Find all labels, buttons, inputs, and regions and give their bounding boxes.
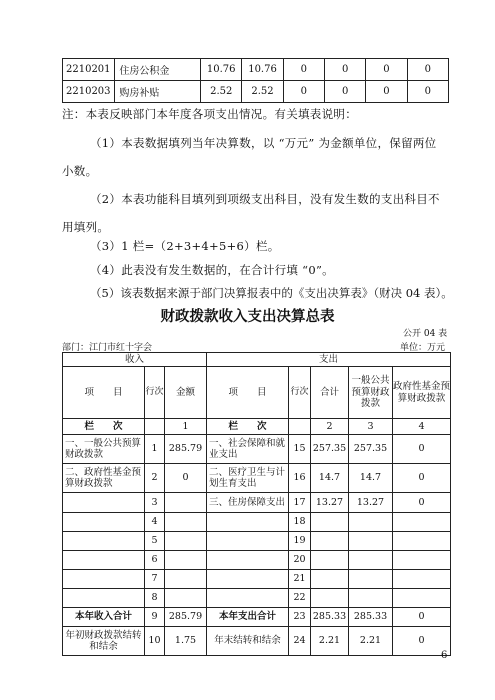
income-item: 二、政府性基金预算财政拨款 (63, 464, 145, 493)
expense-total-general-budget: 285.33 (349, 608, 393, 627)
general-budget-header: 一般公共预算财政拨款 (349, 367, 393, 419)
column-header-row (63, 367, 451, 419)
value-cell: 0 (407, 59, 448, 81)
note-1: （1）本表数据填列当年决算数，以 “万元” 为金额单位，保留两位 (90, 136, 437, 150)
begin-balance-label: 年初财政拨款结转和结余 (63, 627, 145, 656)
begin-balance-no: 10 (145, 627, 165, 656)
expense-item (207, 589, 289, 608)
value-cell: 0 (325, 59, 366, 81)
expense-gov-fund (393, 589, 451, 608)
end-balance-gov-fund: 0 (393, 627, 451, 656)
expense-total-gov-fund: 0 (393, 608, 451, 627)
total-row (63, 608, 451, 627)
expense-item-header: 项 目 (207, 367, 289, 419)
expense-gov-fund (393, 570, 451, 589)
financial-summary-table (62, 352, 451, 656)
income-total-no: 9 (145, 608, 165, 627)
table-row (63, 513, 451, 532)
note-3: （3）1 栏=（2+3+4+5+6）栏。 (90, 239, 280, 253)
table-row (63, 570, 451, 589)
note-intro: 注：本表反映部门本年度各项支出情况。有关填表说明： (62, 107, 357, 121)
income-row-no: 4 (145, 513, 165, 532)
expense-row-no: 20 (289, 551, 311, 570)
income-total-amount: 285.79 (165, 608, 207, 627)
expense-row-no: 22 (289, 589, 311, 608)
income-item (63, 532, 145, 551)
value-cell: 2.52 (242, 81, 283, 103)
expense-row-no: 19 (289, 532, 311, 551)
expense-row-no: 21 (289, 570, 311, 589)
expense-item (207, 551, 289, 570)
col-number: 4 (393, 419, 451, 435)
expense-general-budget (349, 570, 393, 589)
income-row-no: 7 (145, 570, 165, 589)
note-2: （2）本表功能科目填列到项级支出科目，没有发生数的支出科目不 (90, 192, 440, 206)
income-row-no-header: 行次 (145, 367, 165, 419)
unit-label: 单位：万元 (400, 343, 446, 353)
income-item-header: 项 目 (63, 367, 145, 419)
expense-total (311, 513, 349, 532)
page-title: 财政拨款收入支出决算总表 (160, 308, 335, 325)
note-2-cont: 用填列。 (62, 220, 110, 234)
expense-gov-fund: 0 (393, 435, 451, 464)
expense-gov-fund: 0 (393, 464, 451, 493)
income-amount (165, 589, 207, 608)
table-row (63, 493, 451, 513)
value-cell: 0 (366, 81, 407, 103)
col-number: 3 (349, 419, 393, 435)
table-row (63, 551, 451, 570)
expense-total (311, 570, 349, 589)
expense-general-budget (349, 513, 393, 532)
income-row-no: 3 (145, 493, 165, 513)
table-row (63, 81, 449, 103)
expense-total (311, 532, 349, 551)
subject-code: 2210203 (63, 81, 115, 103)
income-item (63, 513, 145, 532)
expense-item (207, 532, 289, 551)
expenditure-table-partial (62, 58, 449, 103)
expense-row-no-header: 行次 (289, 367, 311, 419)
end-balance-total: 2.21 (311, 627, 349, 656)
expense-header: 支出 (207, 353, 451, 367)
value-cell: 0 (283, 59, 324, 81)
value-cell: 10.76 (201, 59, 242, 81)
expense-general-budget: 257.35 (349, 435, 393, 464)
empty-cell (145, 419, 165, 435)
subject-name: 住房公积金 (115, 59, 201, 81)
col-number: 2 (311, 419, 349, 435)
value-cell: 2.52 (201, 81, 242, 103)
expense-general-budget: 13.27 (349, 493, 393, 513)
income-amount (165, 513, 207, 532)
expense-general-budget (349, 551, 393, 570)
expense-row-no: 15 (289, 435, 311, 464)
expense-item: 三、住房保障支出 (207, 493, 289, 513)
income-item (63, 570, 145, 589)
subject-code: 2210201 (63, 59, 115, 81)
value-cell: 0 (325, 81, 366, 103)
expense-general-budget (349, 589, 393, 608)
expense-total: 257.35 (311, 435, 349, 464)
total-header: 合计 (311, 367, 349, 419)
expense-gov-fund (393, 513, 451, 532)
expense-gov-fund (393, 532, 451, 551)
table-row (63, 589, 451, 608)
expense-gov-fund (393, 551, 451, 570)
value-cell: 0 (366, 59, 407, 81)
col-label: 栏 次 (63, 419, 145, 435)
table-row (63, 532, 451, 551)
expense-gov-fund: 0 (393, 493, 451, 513)
income-row-no: 2 (145, 464, 165, 493)
subject-name: 购房补贴 (115, 81, 201, 103)
expense-item: 一、社会保障和就业支出 (207, 435, 289, 464)
expense-total-sum: 285.33 (311, 608, 349, 627)
expense-total-no: 23 (289, 608, 311, 627)
income-amount: 0 (165, 464, 207, 493)
expense-row-no: 16 (289, 464, 311, 493)
empty-cell (289, 419, 311, 435)
balance-row (63, 627, 451, 656)
amount-header: 金额 (165, 367, 207, 419)
income-header: 收入 (63, 353, 207, 367)
column-number-row (63, 419, 451, 435)
expense-row-no: 17 (289, 493, 311, 513)
page-number: 6 (441, 650, 448, 661)
income-amount (165, 551, 207, 570)
expense-total (311, 589, 349, 608)
income-row-no: 1 (145, 435, 165, 464)
col-label: 栏 次 (207, 419, 289, 435)
expense-general-budget (349, 532, 393, 551)
income-row-no: 6 (145, 551, 165, 570)
table-row (63, 435, 451, 464)
expense-total: 14.7 (311, 464, 349, 493)
income-item: 一、一般公共预算财政拨款 (63, 435, 145, 464)
value-cell: 0 (407, 81, 448, 103)
expense-item (207, 513, 289, 532)
begin-balance-amount: 1.75 (165, 627, 207, 656)
income-amount: 285.79 (165, 435, 207, 464)
gov-fund-header: 政府性基金预算财政拨款 (393, 367, 451, 419)
expense-item: 二、医疗卫生与计划生育支出 (207, 464, 289, 493)
form-code: 公开 04 表 (403, 329, 448, 339)
income-amount (165, 493, 207, 513)
expense-item (207, 570, 289, 589)
note-5: （5）该表数据来源于部门决算报表中的《支出决算表》（财决 04 表）。 (90, 286, 453, 300)
income-row-no: 8 (145, 589, 165, 608)
income-item (63, 551, 145, 570)
expense-row-no: 18 (289, 513, 311, 532)
expense-total-label: 本年支出合计 (207, 608, 289, 627)
income-total-label: 本年收入合计 (63, 608, 145, 627)
income-item (63, 493, 145, 513)
note-4: （4）此表没有发生数据的，在合计行填 “0”。 (90, 263, 334, 277)
end-balance-general-budget: 2.21 (349, 627, 393, 656)
value-cell: 10.76 (242, 59, 283, 81)
table-row (63, 464, 451, 493)
expense-total (311, 551, 349, 570)
expense-general-budget: 14.7 (349, 464, 393, 493)
income-item (63, 589, 145, 608)
expense-total: 13.27 (311, 493, 349, 513)
section-header-row (63, 353, 451, 367)
col-number: 1 (165, 419, 207, 435)
income-amount (165, 532, 207, 551)
department-label: 部门：江门市红十字会 (62, 343, 153, 353)
value-cell: 0 (283, 81, 324, 103)
end-balance-no: 24 (289, 627, 311, 656)
note-1-cont: 小数。 (62, 164, 98, 178)
end-balance-label: 年末结转和结余 (207, 627, 289, 656)
table-row (63, 59, 449, 81)
income-row-no: 5 (145, 532, 165, 551)
income-amount (165, 570, 207, 589)
